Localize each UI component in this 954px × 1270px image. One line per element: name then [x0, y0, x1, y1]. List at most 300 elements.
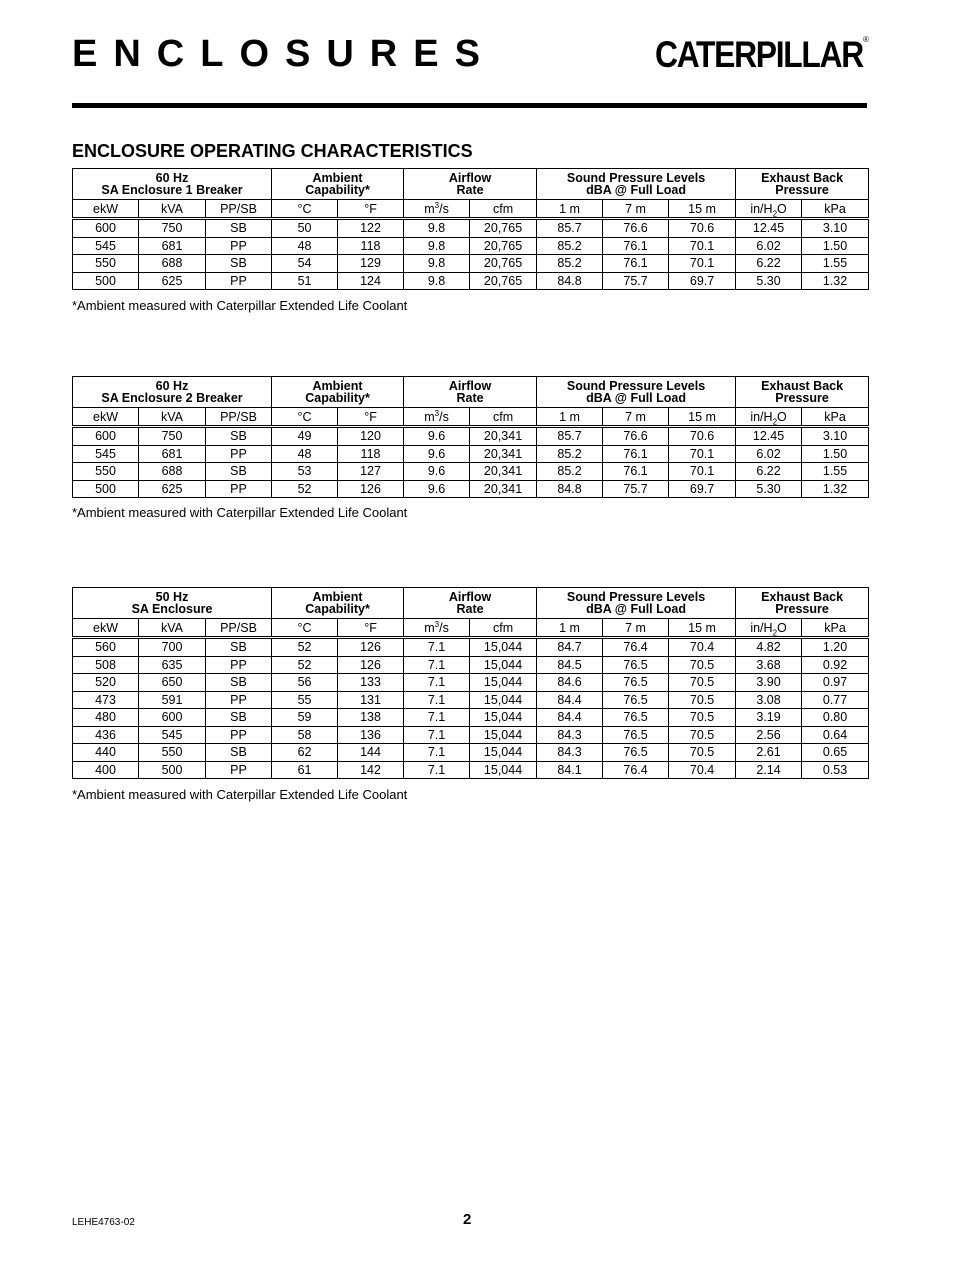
col-kva	[139, 200, 206, 219]
table-cell: 20,341	[470, 445, 537, 463]
table-cell: 5.30	[736, 480, 802, 498]
unit-superscript: 3	[434, 408, 440, 418]
table-cell: 591	[139, 691, 206, 709]
document-code: LEHE4763-02	[72, 1217, 135, 1228]
col-ekw	[73, 200, 139, 219]
col-15m-label: 15 m	[688, 201, 716, 216]
table-cell: 20,765	[470, 272, 537, 290]
col-cfm	[470, 619, 537, 638]
table-cell: 62	[272, 744, 338, 762]
col-ekw-label: ekW	[93, 620, 118, 635]
group-header-ambient	[272, 169, 404, 200]
table-cell: 126	[338, 638, 404, 657]
table-cell: 70.6	[669, 219, 736, 238]
table-cell: PP	[206, 726, 272, 744]
table-cell: 3.90	[736, 674, 802, 692]
logo-registered-mark: ®	[863, 35, 869, 44]
table-cell: 144	[338, 744, 404, 762]
table-cell: 120	[338, 427, 404, 446]
table-cell: 600	[139, 709, 206, 727]
table-cell: 12.45	[736, 427, 802, 446]
group-header-row	[73, 377, 869, 408]
col-7m-label: 7 m	[625, 201, 646, 216]
table-cell: 550	[139, 744, 206, 762]
table-60hz-2-breaker	[72, 376, 868, 498]
group-header-line: Sound Pressure Levels	[566, 379, 706, 393]
group-header-line: dBA @ Full Load	[586, 391, 686, 405]
group-header-sound	[537, 588, 736, 619]
col-15m-label: 15 m	[688, 409, 716, 424]
table-cell: 70.1	[669, 255, 736, 273]
table-cell: 750	[139, 427, 206, 446]
table-cell: 76.6	[603, 219, 669, 238]
group-header-line: Pressure	[775, 602, 829, 616]
col-cfm-label: cfm	[492, 409, 514, 424]
table-cell: 700	[139, 638, 206, 657]
table-cell: 70.5	[669, 744, 736, 762]
table-cell: 1.55	[802, 463, 869, 481]
table-row	[73, 445, 869, 463]
table-cell: SB	[206, 744, 272, 762]
table-footnote: *Ambient measured with Caterpillar Extended Life Coolant	[72, 787, 408, 802]
unit-subscript: 2	[772, 209, 778, 218]
group-header-model	[73, 169, 272, 200]
table-cell: 4.82	[736, 638, 802, 657]
table-cell: 20,341	[470, 463, 537, 481]
table-cell: 84.3	[537, 744, 603, 762]
table-cell: 3.08	[736, 691, 802, 709]
unit-tail: O	[777, 201, 787, 216]
table-cell: 6.02	[736, 237, 802, 255]
unit-tail: /s	[439, 409, 449, 424]
table-cell: 1.50	[802, 237, 869, 255]
table-cell: 688	[139, 463, 206, 481]
table-cell: 15,044	[470, 709, 537, 727]
table-cell: 84.8	[537, 480, 603, 498]
table-row	[73, 427, 869, 446]
table-row	[73, 272, 869, 290]
table-cell: 635	[139, 656, 206, 674]
group-header-line: Airflow	[448, 590, 492, 604]
page-title: ENCLOSURES	[72, 33, 496, 75]
table-cell: 0.77	[802, 691, 869, 709]
group-header-line: Ambient	[312, 171, 363, 185]
table-cell: 126	[338, 656, 404, 674]
table-cell: 7.1	[404, 744, 470, 762]
table-cell: 85.2	[537, 255, 603, 273]
table-cell: 118	[338, 445, 404, 463]
col-7m	[603, 408, 669, 427]
table-cell: 500	[73, 480, 139, 498]
table-cell: 133	[338, 674, 404, 692]
table-cell: 9.6	[404, 463, 470, 481]
table-cell: 7.1	[404, 638, 470, 657]
table-cell: 76.5	[603, 726, 669, 744]
table-cell: 473	[73, 691, 139, 709]
table-cell: 600	[73, 219, 139, 238]
col-kva-label: kVA	[161, 201, 183, 216]
table-cell: 7.1	[404, 709, 470, 727]
table-cell: 15,044	[470, 744, 537, 762]
unit-subscript: 2	[772, 417, 778, 426]
logo-text: CATERPILLAR	[655, 34, 863, 75]
col-celsius	[272, 200, 338, 219]
col-inh2o	[736, 619, 802, 638]
table-cell: 625	[139, 480, 206, 498]
group-header-line: 60 Hz	[155, 379, 189, 393]
unit-tail: O	[777, 409, 787, 424]
col-ekw	[73, 408, 139, 427]
group-header-exhaust	[736, 588, 869, 619]
table-cell: 545	[139, 726, 206, 744]
table-cell: 53	[272, 463, 338, 481]
unit-base: m	[424, 201, 435, 216]
group-header-line: Exhaust Back	[761, 171, 844, 185]
group-header-line: SA Enclosure 2 Breaker	[101, 391, 243, 405]
col-15m-label: 15 m	[688, 620, 716, 635]
table-cell: 70.5	[669, 709, 736, 727]
table-row	[73, 638, 869, 657]
table-cell: 58	[272, 726, 338, 744]
col-m3s	[404, 619, 470, 638]
table-row	[73, 463, 869, 481]
table-cell: SB	[206, 709, 272, 727]
group-header-line: dBA @ Full Load	[586, 183, 686, 197]
col-fahrenheit-label: °F	[364, 409, 377, 424]
enclosure-table	[72, 587, 869, 779]
enclosure-table	[72, 376, 869, 498]
table-cell: 51	[272, 272, 338, 290]
col-kva	[139, 408, 206, 427]
group-header-model	[73, 377, 272, 408]
col-cfm	[470, 408, 537, 427]
col-cfm	[470, 200, 537, 219]
table-cell: PP	[206, 480, 272, 498]
group-header-exhaust	[736, 169, 869, 200]
table-cell: SB	[206, 638, 272, 657]
col-m3s	[404, 200, 470, 219]
table-cell: 0.92	[802, 656, 869, 674]
table-cell: 124	[338, 272, 404, 290]
table-cell: 15,044	[470, 638, 537, 657]
table-row	[73, 255, 869, 273]
table-cell: 70.5	[669, 656, 736, 674]
enclosure-table	[72, 168, 869, 290]
table-cell: 48	[272, 445, 338, 463]
col-7m	[603, 200, 669, 219]
table-cell: 9.6	[404, 480, 470, 498]
group-header-line: Sound Pressure Levels	[566, 590, 706, 604]
unit-base: in/H	[750, 201, 773, 216]
table-cell: 560	[73, 638, 139, 657]
table-cell: 52	[272, 638, 338, 657]
table-cell: 76.4	[603, 761, 669, 779]
table-cell: 2.14	[736, 761, 802, 779]
col-kva	[139, 619, 206, 638]
table-cell: 0.64	[802, 726, 869, 744]
table-cell: 625	[139, 272, 206, 290]
table-cell: 50	[272, 219, 338, 238]
col-15m	[669, 619, 736, 638]
table-cell: 49	[272, 427, 338, 446]
group-header-line: Airflow	[448, 171, 492, 185]
col-celsius-label: °C	[297, 201, 312, 216]
group-header-line: 50 Hz	[155, 590, 189, 604]
group-header-line: Rate	[456, 183, 484, 197]
col-1m	[537, 619, 603, 638]
section-title: ENCLOSURE OPERATING CHARACTERISTICS	[72, 141, 473, 161]
table-cell: 520	[73, 674, 139, 692]
table-cell: 70.1	[669, 237, 736, 255]
table-cell: 688	[139, 255, 206, 273]
table-cell: 76.5	[603, 709, 669, 727]
unit-base: in/H	[750, 620, 773, 635]
table-cell: 129	[338, 255, 404, 273]
table-cell: SB	[206, 427, 272, 446]
table-cell: 6.02	[736, 445, 802, 463]
table-cell: 59	[272, 709, 338, 727]
group-header-model	[73, 588, 272, 619]
table-cell: 52	[272, 656, 338, 674]
col-fahrenheit-label: °F	[364, 201, 377, 216]
unit-tail: /s	[439, 620, 449, 635]
unit-base: m	[424, 409, 435, 424]
group-header-line: Rate	[456, 391, 484, 405]
col-ppsb	[206, 408, 272, 427]
table-cell: 76.1	[603, 445, 669, 463]
table-cell: 76.5	[603, 744, 669, 762]
col-celsius-label: °C	[297, 409, 312, 424]
caterpillar-logo	[655, 35, 870, 75]
table-cell: 15,044	[470, 691, 537, 709]
table-cell: 76.6	[603, 427, 669, 446]
table-cell: SB	[206, 219, 272, 238]
table-row	[73, 656, 869, 674]
group-header-line: Sound Pressure Levels	[566, 171, 706, 185]
table-cell: 76.1	[603, 463, 669, 481]
group-header-line: Exhaust Back	[761, 379, 844, 393]
table-cell: 48	[272, 237, 338, 255]
table-cell: 3.10	[802, 219, 869, 238]
table-cell: SB	[206, 674, 272, 692]
table-cell: 126	[338, 480, 404, 498]
table-cell: PP	[206, 445, 272, 463]
table-footnote: *Ambient measured with Caterpillar Extended Life Coolant	[72, 298, 408, 313]
table-cell: 85.2	[537, 445, 603, 463]
table-cell: 1.20	[802, 638, 869, 657]
table-cell: 1.32	[802, 272, 869, 290]
table-cell: 84.4	[537, 709, 603, 727]
col-inh2o	[736, 408, 802, 427]
col-ppsb-label: PP/SB	[220, 409, 257, 424]
table-cell: 70.5	[669, 726, 736, 744]
table-cell: 56	[272, 674, 338, 692]
table-cell: 70.5	[669, 691, 736, 709]
table-cell: 84.5	[537, 656, 603, 674]
group-header-line: Capability*	[305, 391, 370, 405]
col-ppsb-label: PP/SB	[220, 201, 257, 216]
table-cell: PP	[206, 691, 272, 709]
table-cell: 681	[139, 445, 206, 463]
table-cell: 15,044	[470, 674, 537, 692]
table-cell: 20,341	[470, 427, 537, 446]
table-cell: 750	[139, 219, 206, 238]
col-kpa-label: kPa	[824, 409, 846, 424]
table-cell: 85.2	[537, 237, 603, 255]
table-cell: 9.8	[404, 255, 470, 273]
group-header-line: Pressure	[775, 183, 829, 197]
table-cell: 15,044	[470, 726, 537, 744]
group-header-row	[73, 588, 869, 619]
unit-superscript: 3	[434, 200, 440, 210]
group-header-ambient	[272, 377, 404, 408]
table-cell: 7.1	[404, 726, 470, 744]
table-cell: 650	[139, 674, 206, 692]
unit-base: in/H	[750, 409, 773, 424]
table-cell: 7.1	[404, 674, 470, 692]
table-cell: 118	[338, 237, 404, 255]
col-celsius-label: °C	[297, 620, 312, 635]
col-fahrenheit	[338, 200, 404, 219]
col-1m	[537, 200, 603, 219]
table-cell: 20,341	[470, 480, 537, 498]
col-ppsb	[206, 619, 272, 638]
page-number: 2	[463, 1211, 472, 1228]
table-cell: 69.7	[669, 272, 736, 290]
table-cell: 76.5	[603, 656, 669, 674]
unit-header-row	[73, 200, 869, 219]
table-cell: 600	[73, 427, 139, 446]
table-cell: 550	[73, 255, 139, 273]
table-cell: 122	[338, 219, 404, 238]
group-header-sound	[537, 169, 736, 200]
table-row	[73, 761, 869, 779]
table-cell: 20,765	[470, 255, 537, 273]
table-cell: 61	[272, 761, 338, 779]
col-ekw-label: ekW	[93, 409, 118, 424]
group-header-ambient	[272, 588, 404, 619]
table-cell: 1.55	[802, 255, 869, 273]
col-celsius	[272, 619, 338, 638]
table-cell: 2.61	[736, 744, 802, 762]
table-cell: SB	[206, 255, 272, 273]
table-row	[73, 744, 869, 762]
col-1m-label: 1 m	[559, 620, 580, 635]
header-rule	[72, 103, 867, 108]
table-cell: 400	[73, 761, 139, 779]
table-cell: 84.1	[537, 761, 603, 779]
table-cell: 9.6	[404, 445, 470, 463]
group-header-line: Capability*	[305, 183, 370, 197]
table-row	[73, 237, 869, 255]
table-cell: 480	[73, 709, 139, 727]
table-cell: 9.6	[404, 427, 470, 446]
table-cell: 12.45	[736, 219, 802, 238]
table-cell: 20,765	[470, 237, 537, 255]
col-kpa	[802, 408, 869, 427]
table-cell: 9.8	[404, 237, 470, 255]
table-cell: 142	[338, 761, 404, 779]
group-header-line: Capability*	[305, 602, 370, 616]
col-ppsb-label: PP/SB	[220, 620, 257, 635]
col-ekw	[73, 619, 139, 638]
col-7m-label: 7 m	[625, 409, 646, 424]
col-ekw-label: ekW	[93, 201, 118, 216]
table-cell: 681	[139, 237, 206, 255]
col-inh2o	[736, 200, 802, 219]
table-row	[73, 480, 869, 498]
table-cell: 84.6	[537, 674, 603, 692]
table-cell: 84.4	[537, 691, 603, 709]
table-cell: 508	[73, 656, 139, 674]
table-cell: PP	[206, 237, 272, 255]
col-fahrenheit-label: °F	[364, 620, 377, 635]
group-header-airflow	[404, 588, 537, 619]
col-kva-label: kVA	[161, 620, 183, 635]
table-cell: 2.56	[736, 726, 802, 744]
table-cell: 7.1	[404, 761, 470, 779]
col-cfm-label: cfm	[492, 620, 514, 635]
col-ppsb	[206, 200, 272, 219]
table-row	[73, 726, 869, 744]
table-cell: 75.7	[603, 480, 669, 498]
table-cell: 76.1	[603, 237, 669, 255]
col-fahrenheit	[338, 408, 404, 427]
group-header-row	[73, 169, 869, 200]
table-footnote: *Ambient measured with Caterpillar Extended Life Coolant	[72, 505, 408, 520]
col-15m	[669, 408, 736, 427]
col-celsius	[272, 408, 338, 427]
col-7m-label: 7 m	[625, 620, 646, 635]
table-60hz-1-breaker	[72, 168, 868, 290]
table-cell: 52	[272, 480, 338, 498]
table-cell: 0.97	[802, 674, 869, 692]
group-header-line: Ambient	[312, 379, 363, 393]
col-kva-label: kVA	[161, 409, 183, 424]
table-cell: 500	[139, 761, 206, 779]
table-cell: 85.7	[537, 427, 603, 446]
group-header-airflow	[404, 377, 537, 408]
table-cell: 0.53	[802, 761, 869, 779]
table-cell: 76.5	[603, 691, 669, 709]
table-cell: 5.30	[736, 272, 802, 290]
table-cell: 500	[73, 272, 139, 290]
table-cell: PP	[206, 656, 272, 674]
table-cell: 6.22	[736, 463, 802, 481]
table-cell: 440	[73, 744, 139, 762]
table-cell: 84.3	[537, 726, 603, 744]
table-cell: 0.65	[802, 744, 869, 762]
table-cell: 70.6	[669, 427, 736, 446]
table-cell: 1.50	[802, 445, 869, 463]
table-cell: 55	[272, 691, 338, 709]
table-cell: 70.4	[669, 761, 736, 779]
group-header-line: dBA @ Full Load	[586, 602, 686, 616]
table-50hz	[72, 587, 868, 779]
col-1m-label: 1 m	[559, 409, 580, 424]
table-cell: 76.1	[603, 255, 669, 273]
table-cell: 54	[272, 255, 338, 273]
group-header-line: Rate	[456, 602, 484, 616]
table-cell: 75.7	[603, 272, 669, 290]
group-header-exhaust	[736, 377, 869, 408]
table-cell: 0.80	[802, 709, 869, 727]
col-fahrenheit	[338, 619, 404, 638]
col-15m	[669, 200, 736, 219]
unit-tail: /s	[439, 201, 449, 216]
group-header-line: 60 Hz	[155, 171, 189, 185]
table-cell: 1.32	[802, 480, 869, 498]
